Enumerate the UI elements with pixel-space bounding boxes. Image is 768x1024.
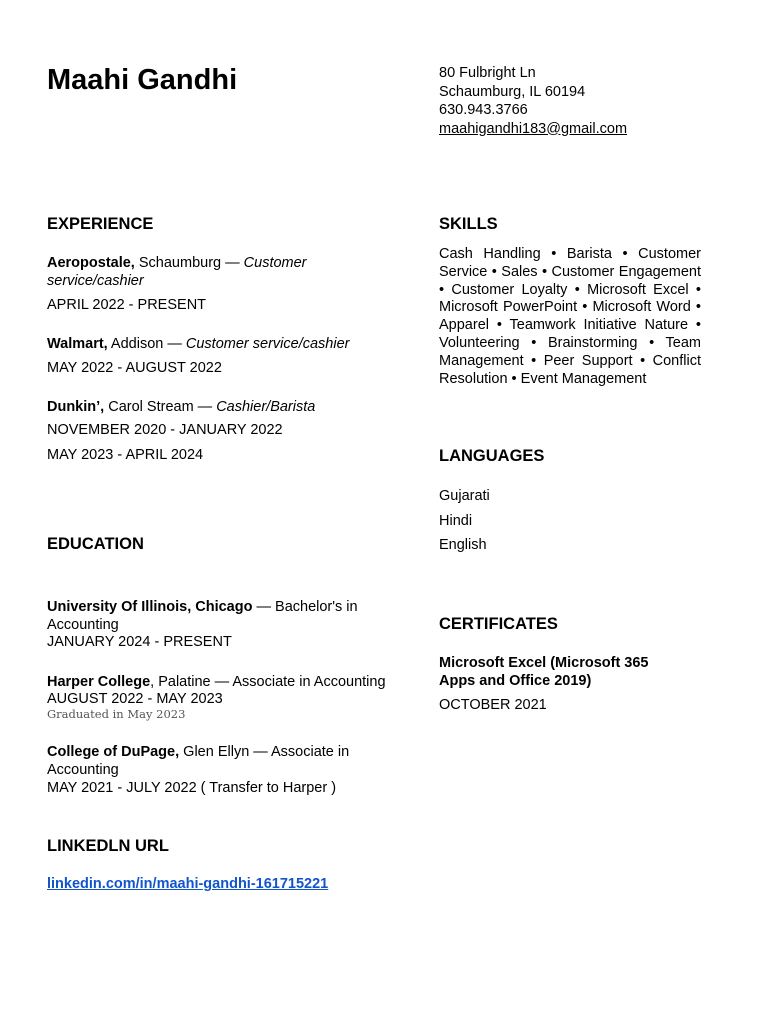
experience-dates: NOVEMBER 2020 - JANUARY 2022 (47, 422, 283, 438)
experience-dates: APRIL 2022 - PRESENT (47, 297, 207, 313)
experience-location: Schaumburg — (134, 255, 244, 271)
education-detail: Glen Ellyn — Associate in Accounting (47, 744, 350, 778)
language-item: English (439, 537, 487, 553)
experience-company: Dunkin’, (47, 399, 105, 415)
contact-phone: 630.943.3766 (439, 102, 528, 118)
certificates-heading: CERTIFICATES (439, 615, 558, 633)
experience-role: Customer service/cashier (47, 255, 307, 289)
resume-name: Maahi Gandhi (47, 64, 238, 96)
education-detail: — Bachelor's in Accounting (47, 599, 358, 633)
certificate-name-line2: Apps and Office 2019) (439, 673, 592, 689)
experience-company: Aeropostale, (47, 255, 135, 271)
skills-list: Cash Handling • Barista • Customer Service • Sales • Customer Engagement • Customer Loyalty • Microsoft Excel • Microsoft PowerPoint • Microsoft Word • Apparel • Teamwork Initiative Nature • Volunteering • Brainstorming • Team Management • Peer Support • Conflict Resolution • Event Management (439, 246, 701, 387)
languages-heading: LANGUAGES (439, 447, 545, 465)
experience-dates: MAY 2023 - APRIL 2024 (47, 447, 204, 463)
skills-heading: SKILLS (439, 215, 498, 233)
experience-heading: EXPERIENCE (47, 215, 154, 233)
contact-city: Schaumburg, IL 60194 (439, 83, 586, 100)
experience-dates: MAY 2022 - AUGUST 2022 (47, 360, 222, 376)
experience-role: Cashier/Barista (216, 399, 316, 415)
experience-entry-dunkin (47, 398, 407, 416)
education-entry-dupage (47, 743, 387, 779)
contact-street: 80 Fulbright Ln (439, 65, 536, 81)
education-detail: , Palatine — Associate in Accounting (150, 674, 386, 690)
certificate-name-line1: Microsoft Excel (Microsoft 365 (439, 655, 649, 671)
linkedin-link[interactable]: linkedin.com/in/maahi-gandhi-161715221 (47, 876, 329, 892)
experience-entry-aeropostale (47, 254, 347, 290)
education-dates: JANUARY 2024 - PRESENT (47, 634, 232, 650)
language-item: Hindi (439, 513, 473, 529)
certificate-date: OCTOBER 2021 (439, 697, 547, 713)
education-school: College of DuPage, (47, 744, 180, 760)
contact-email-link[interactable]: maahigandhi183@gmail.com (439, 120, 628, 137)
experience-location: Carol Stream — (104, 399, 217, 415)
education-school: Harper College (47, 674, 151, 690)
education-dates: AUGUST 2022 - MAY 2023 (47, 691, 223, 707)
education-entry-uic (47, 598, 387, 634)
contact-block (439, 64, 627, 138)
education-school: University Of Illinois, Chicago (47, 599, 253, 615)
experience-entry-walmart (47, 335, 407, 353)
linkedin-heading: LINKEDLN URL (47, 837, 169, 855)
language-item: Gujarati (439, 488, 490, 504)
education-note: Graduated in May 2023 (47, 707, 186, 721)
education-dates: MAY 2021 - JULY 2022 ( Transfer to Harper ) (47, 780, 337, 796)
education-heading: EDUCATION (47, 535, 144, 553)
experience-location: Addison — (107, 336, 186, 352)
experience-company: Walmart, (47, 336, 108, 352)
experience-role: Customer service/cashier (185, 336, 350, 352)
education-entry-harper (47, 673, 417, 691)
